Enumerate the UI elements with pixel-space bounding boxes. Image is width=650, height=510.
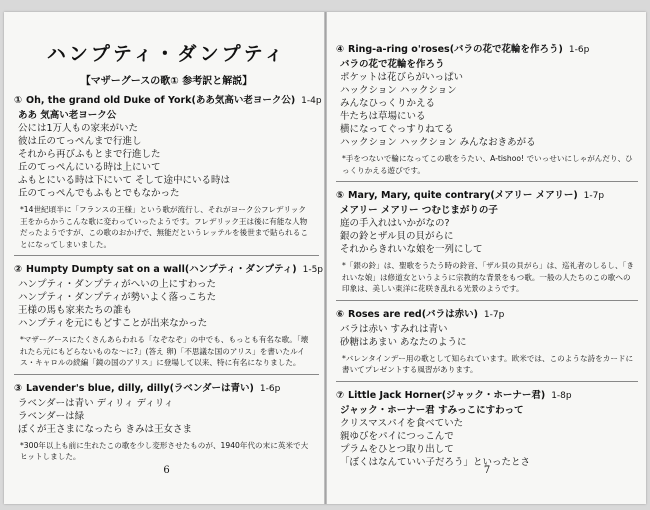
song-number: ⑤ bbox=[336, 190, 345, 201]
verse-line: 公には1万人もの家来がいた bbox=[18, 123, 139, 134]
song-verse bbox=[14, 278, 319, 330]
page-title: ハンプティ・ダンプティ bbox=[46, 43, 287, 65]
song-number: ⑦ bbox=[336, 389, 345, 401]
book-gutter bbox=[324, 12, 327, 504]
verse-line: ハンプティ・ダンプティが勢いよく落っこちた bbox=[18, 292, 217, 303]
verse-line: バラの花で花輪を作ろう bbox=[340, 59, 445, 70]
verse-line: 砂糖はあまい あなたのように bbox=[340, 336, 467, 348]
song-note: *14世紀頃半に「フランスの王様」という歌が流行し、それがヨーク公フレデリック王をからかうこんな歌に変わっていったようです。フレデリック王は後に有能な人物だったようですが、この歌のおかげで、無能だというレッテルを後世まで貼られることになってしまいました。 bbox=[20, 205, 308, 249]
song-page-ref: 1-8p bbox=[551, 390, 572, 401]
verse-line: ああ 気高い老ヨーク公 bbox=[18, 110, 117, 121]
song-heading bbox=[336, 42, 638, 58]
verse-line: 親ゆびをパイにつっこんで bbox=[340, 430, 454, 442]
right-sections bbox=[336, 42, 638, 469]
song-page-ref: 1-6p bbox=[568, 45, 590, 55]
verse-line: ハックション ハックション みんなおきあがる bbox=[340, 137, 536, 148]
song-number: ① bbox=[14, 95, 23, 106]
verse-line: バラは赤い すみれは青い bbox=[340, 323, 448, 335]
song-section bbox=[336, 42, 638, 176]
song-verse bbox=[336, 58, 638, 149]
song-number: ③ bbox=[14, 382, 23, 394]
left-page bbox=[14, 12, 324, 504]
page-subtitle: 【マザーグースの歌① 参考訳と解説】 bbox=[80, 76, 253, 87]
section-divider bbox=[14, 374, 319, 375]
verse-line: それから再びふもとまで行進した bbox=[18, 149, 161, 160]
song-page-ref: 1-7p bbox=[583, 191, 605, 201]
verse-line: クリスマスパイを食べていた bbox=[340, 417, 464, 429]
song-section bbox=[336, 181, 638, 295]
verse-line: プラムをひとつ取り出して bbox=[340, 443, 454, 455]
right-page bbox=[336, 12, 638, 504]
verse-line: ハンプティ・ダンプティがへいの上にすわった bbox=[18, 279, 216, 290]
verse-line: 横になってぐっすりねてる bbox=[340, 124, 454, 135]
song-heading-text: Mary, Mary, quite contrary(メアリー メアリー) bbox=[348, 190, 578, 201]
song-verse bbox=[336, 204, 638, 256]
verse-line: 庭の手入れはいかがなの? bbox=[340, 218, 450, 229]
verse-line: 王様の馬も家来たちの誰も bbox=[18, 305, 133, 316]
song-heading-text: Roses are red(バラは赤い) bbox=[348, 308, 478, 320]
section-divider bbox=[336, 381, 638, 382]
song-heading bbox=[14, 381, 319, 397]
song-note: *300年以上も前に生れたこの歌を少し変形させたものが、1940年代の末に英米で大ヒットしました。 bbox=[20, 440, 309, 461]
song-verse bbox=[336, 404, 638, 469]
verse-line: 丘のてっぺんにいる時は上にいて bbox=[18, 162, 161, 173]
section-divider bbox=[14, 255, 319, 256]
song-heading bbox=[14, 93, 322, 109]
verse-line: 牛たちは草場にいる bbox=[340, 111, 426, 122]
song-verse bbox=[14, 397, 319, 436]
song-section bbox=[14, 93, 322, 250]
song-verse bbox=[336, 323, 638, 349]
verse-line: ふもとにいる時は下にいて そして途中にいる時は bbox=[18, 175, 231, 186]
song-heading bbox=[336, 188, 638, 204]
verse-line: 丘のてっぺんでもふもとでもなかった bbox=[18, 188, 180, 199]
song-heading bbox=[336, 388, 638, 404]
section-divider bbox=[336, 300, 638, 301]
verse-line: 「ぼくはなんていい子だろう」といったとさ bbox=[340, 456, 531, 468]
verse-line: ハックション ハックション bbox=[340, 85, 457, 96]
song-note: *手をつないで輪になってこの歌をうたい、A-tishoo! でいっせいにしゃがんだり、ひっくりかえる遊びです。 bbox=[342, 154, 633, 175]
song-verse bbox=[14, 109, 319, 200]
song-heading-text: Little Jack Horner(ジャック・ホーナー君) bbox=[348, 389, 546, 401]
verse-line: ラベンダーは青い ディリィ ディリィ bbox=[18, 397, 174, 409]
verse-line: みんなひっくりかえる bbox=[340, 98, 436, 109]
verse-line: 彼は丘のてっぺんまで行進し bbox=[18, 136, 142, 147]
song-section bbox=[336, 381, 638, 469]
song-page-ref: 1-5p bbox=[302, 265, 324, 275]
song-heading-text: Lavender's blue, dilly, dilly(ラベンダーは青い) bbox=[26, 382, 254, 394]
song-section bbox=[14, 255, 324, 369]
song-number: ② bbox=[14, 264, 23, 275]
song-heading-text: Oh, the grand old Duke of York(ああ気高い老ヨーク公) bbox=[26, 95, 296, 106]
page-number-left: 6 bbox=[163, 465, 170, 476]
verse-line: メアリー メアリー つむじまがりの子 bbox=[340, 205, 498, 216]
song-heading-text: Ring-a-ring o'roses(バラの花で花輪を作ろう) bbox=[348, 44, 563, 55]
song-page-ref: 1-6p bbox=[259, 383, 281, 394]
verse-line: ポケットは花びらがいっぱい bbox=[340, 72, 464, 83]
song-number: ④ bbox=[336, 44, 345, 55]
song-number: ⑥ bbox=[336, 308, 345, 320]
section-divider bbox=[336, 181, 638, 182]
verse-line: それからきれいな娘を一列にして bbox=[340, 244, 483, 255]
song-section bbox=[336, 300, 638, 376]
verse-line: ハンプティを元にもどすことが出来なかった bbox=[18, 318, 208, 329]
verse-line: 銀の鈴とザル貝の貝がらに bbox=[340, 231, 454, 242]
song-section bbox=[14, 374, 319, 463]
song-note: *バレンタインデー用の歌として知られています。欧米では、このような詩をカードに書いてプレゼントする風習があります。 bbox=[342, 353, 634, 374]
verse-line: ラベンダーは緑 bbox=[18, 410, 85, 422]
verse-line: ジャック・ホーナー君 すみっこにすわって bbox=[340, 404, 524, 416]
page-number-right: 7 bbox=[483, 465, 491, 476]
song-heading-text: Humpty Dumpty sat on a wall(ハンプティ・ダンプティ) bbox=[26, 264, 297, 275]
song-page-ref: 1-4p bbox=[301, 96, 322, 106]
book-spread bbox=[4, 12, 646, 504]
verse-line: ぼくが王さまになったら きみは王女さま bbox=[18, 423, 193, 435]
song-note: *「銀の鈴」は、聖歌をうたう時の鈴音、「ザル貝の貝がら」は、巡礼者のしるし、「きれいな娘」は修道女というように宗教的な背景をもつ歌。一般の人たちのこの歌への印象は、美しい東洋に花咲き乱れる光景のようです。 bbox=[342, 261, 634, 293]
song-heading bbox=[14, 262, 324, 278]
left-sections bbox=[14, 93, 324, 463]
song-page-ref: 1-7p bbox=[483, 309, 505, 320]
song-heading bbox=[336, 307, 638, 323]
song-note: *マザーグースにたくさんあらわれる「なぞなぞ」の中でも、もっとも有名な歌。「壊れたら元にもどらないものな～に?」(答え 卵)「不思議な国のアリス」を書いたルイス・キャロルの続編「鏡の国のアリス」に登場して以来、特に有名になりました。 bbox=[20, 335, 309, 367]
